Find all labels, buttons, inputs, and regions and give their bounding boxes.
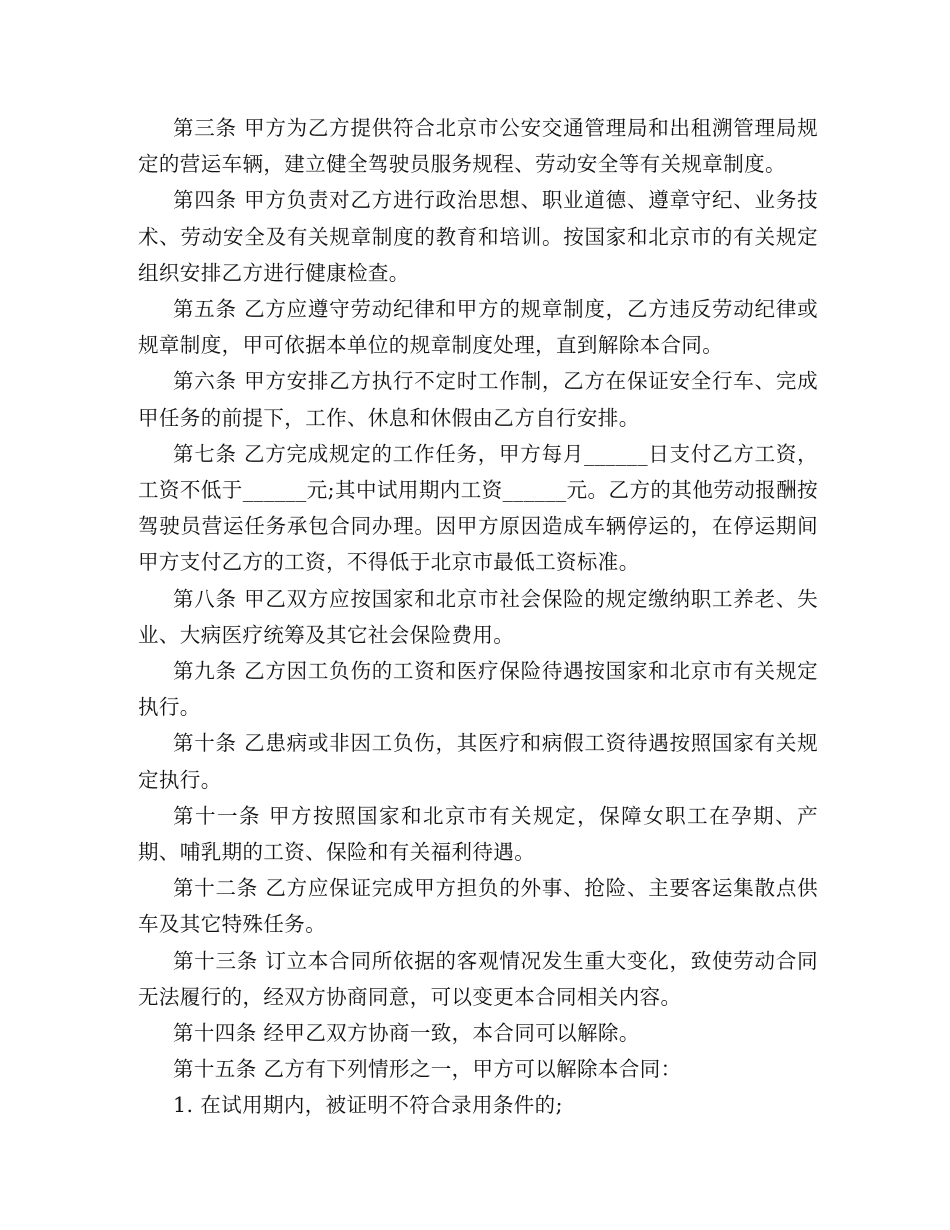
clause-5: 第五条 乙方应遵守劳动纪律和甲方的规章制度，乙方违反劳动纪律或规章制度，甲可依据本单位的规章制度处理，直到解除本合同。 [138,297,818,358]
clause-13: 第十三条 订立本合同所依据的客观情况发生重大变化，致使劳动合同无法履行的，经双方协商同意，可以变更本合同相关内容。 [138,948,818,1009]
clause-6: 第六条 甲方安排乙方执行不定时工作制，乙方在保证安全行车、完成甲任务的前提下，工作、休息和休假由乙方自行安排。 [138,369,818,430]
clause-4: 第四条 甲方负责对乙方进行政治思想、职业道德、遵章守纪、业务技术、劳动安全及有关规章制度的教育和培训。按国家和北京市的有关规定组织安排乙方进行健康检查。 [138,188,818,285]
clause-15-item-1: 1. 在试用期内，被证明不符合录用条件的; [173,1093,563,1118]
clause-12: 第十二条 乙方应保证完成甲方担负的外事、抢险、主要客运集散点供车及其它特殊任务。 [138,876,818,937]
clause-3: 第三条 甲方为乙方提供符合北京市公安交通管理局和出租溯管理局规定的营运车辆，建立健全驾驶员服务规程、劳动安全等有关规章制度。 [138,116,818,177]
clause-15: 第十五条 乙方有下列情形之一，甲方可以解除本合同： [173,1057,682,1082]
clause-7: 第七条 乙方完成规定的工作任务，甲方每月______日支付乙方工资，工资不低于______元;其中试用期内工资______元。乙方的其他劳动报酬按驾驶员营运任务承包合同办理。因甲方原因造成车辆停运的，在停运期间甲方支付乙方的工资，不得低于北京市最低工资标准。 [138,441,818,575]
clause-14: 第十四条 经甲乙双方协商一致，本合同可以解除。 [173,1021,640,1046]
clause-10: 第十条 乙患病或非因工负伤，其医疗和病假工资待遇按照国家有关规定执行。 [138,731,818,792]
clause-8: 第八条 甲乙双方应按国家和北京市社会保险的规定缴纳职工养老、失业、大病医疗统筹及其它社会保险费用。 [138,586,818,647]
document-body [138,110,818,1124]
clause-9: 第九条 乙方因工负伤的工资和医疗保险待遇按国家和北京市有关规定执行。 [138,659,818,720]
clause-11: 第十一条 甲方按照国家和北京市有关规定，保障女职工在孕期、产期、哺乳期的工资、保险和有关福利待遇。 [138,803,818,865]
